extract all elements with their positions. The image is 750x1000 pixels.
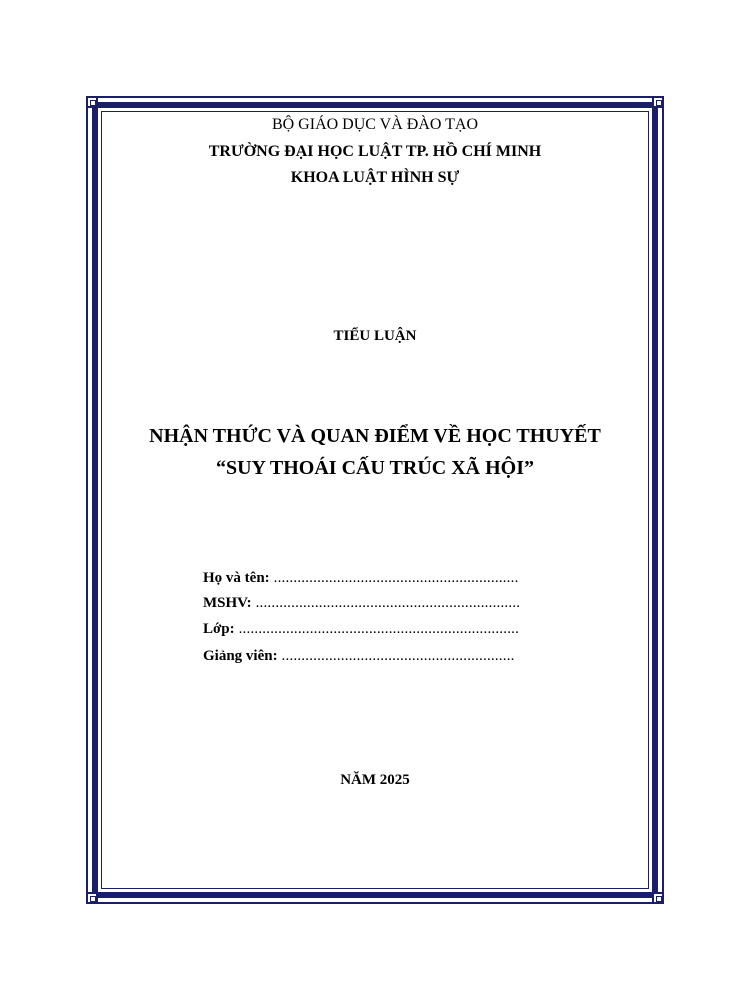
university-name: TRƯỜNG ĐẠI HỌC LUẬT TP. HỒ CHÍ MINH xyxy=(208,143,542,160)
faculty-name: KHOA LUẬT HÌNH SỰ xyxy=(290,169,460,186)
document-year: NĂM 2025 xyxy=(340,772,410,788)
ministry-name: BỘ GIÁO DỤC VÀ ĐÀO TẠO xyxy=(271,116,479,133)
field-label: MSHV: xyxy=(203,595,252,611)
field-label: Giảng viên: xyxy=(203,648,278,664)
student-id-field xyxy=(203,595,533,612)
class-field xyxy=(203,621,533,638)
field-label: Họ và tên: xyxy=(203,570,270,586)
border-corner-ornament xyxy=(86,96,98,108)
student-name-field xyxy=(203,570,533,587)
field-fill-line: .............................................................. xyxy=(269,570,519,586)
field-fill-line: ........................................................... xyxy=(277,648,515,664)
field-label: Lớp: xyxy=(203,621,235,637)
document-title-line-1: NHẬN THỨC VÀ QUAN ĐIỂM VỀ HỌC THUYẾT xyxy=(149,425,601,447)
document-title-line-2: “SUY THOÁI CẤU TRÚC XÃ HỘI” xyxy=(215,457,534,479)
field-fill-line: ................................................................... xyxy=(251,595,521,611)
border-corner-ornament xyxy=(86,892,98,904)
document-type: TIỂU LUẬN xyxy=(333,328,417,344)
border-corner-ornament xyxy=(652,96,664,108)
border-corner-ornament xyxy=(652,892,664,904)
field-fill-line: ....................................................................... xyxy=(234,621,520,637)
lecturer-field xyxy=(203,648,533,665)
